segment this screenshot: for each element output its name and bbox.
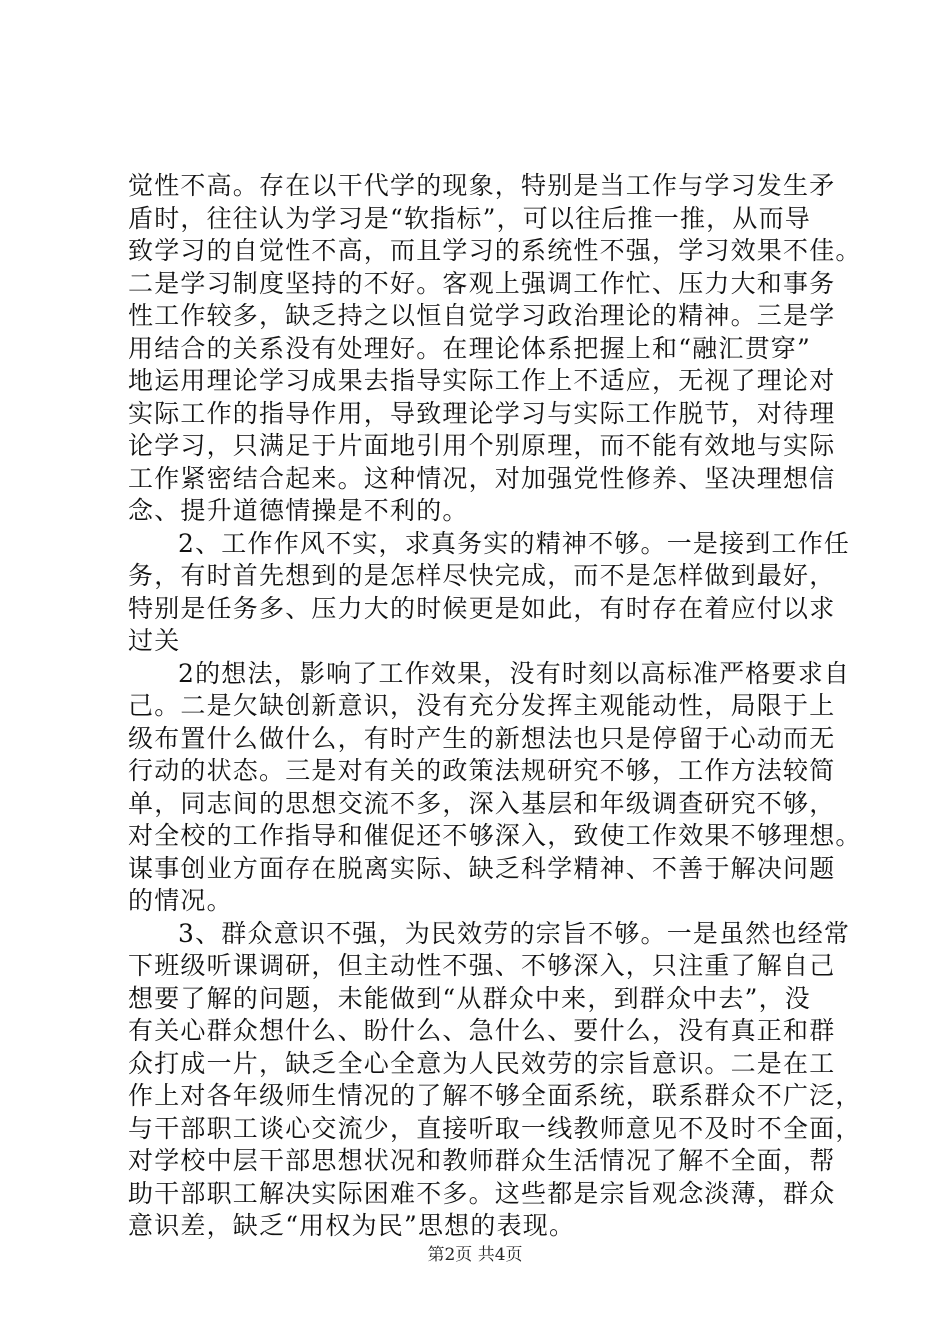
text-line: 地运用理论学习成果去指导实际工作上不适应，无视了理论对: [128, 366, 836, 395]
text-line: 念、提升道德情操是不利的。: [128, 496, 469, 525]
text-line: 行动的状态。三是对有关的政策法规研究不够，工作方法较简: [128, 756, 836, 785]
text-line: 己。二是欠缺创新意识，没有充分发挥主观能动性，局限于上: [128, 691, 836, 720]
text-line: 对学校中层干部思想状况和教师群众生活情况了解不全面，帮: [128, 1146, 836, 1175]
body-text: [128, 170, 862, 1243]
text-line: 级布置什么做什么，有时产生的新想法也只是停留于心动而无: [128, 723, 836, 753]
text-line: 想要了解的问题，未能做到“从群众中来，到群众中去”，没: [128, 983, 811, 1013]
text-line: 用结合的关系没有处理好。在理论体系把握上和“融汇贯穿”: [128, 333, 811, 363]
text-line: 觉性不高。存在以干代学的现象，特别是当工作与学习发生矛: [128, 171, 836, 200]
text-line: 谋事创业方面存在脱离实际、缺乏科学精神、不善于解决问题: [128, 853, 836, 883]
text-line: 致学习的自觉性不高，而且学习的系统性不强，学习效果不佳。: [128, 236, 862, 265]
text-line: 工作紧密结合起来。这种情况，对加强党性修养、坚决理想信: [128, 463, 836, 493]
text-line: 3、群众意识不强，为民效劳的宗旨不够。一是虽然也经常: [178, 918, 851, 948]
text-line: 2、工作作风不实，求真务实的精神不够。一是接到工作任: [178, 528, 851, 558]
text-line: 与干部职工谈心交流少，直接听取一线教师意见不及时不全面，: [128, 1113, 862, 1143]
text-line: 的情况。: [128, 886, 233, 915]
text-line: 众打成一片，缺乏全心全意为人民效劳的宗旨意识。二是在工: [128, 1048, 836, 1078]
text-line: 意识差，缺乏“用权为民”思想的表现。: [128, 1211, 576, 1240]
text-line: 下班级听课调研，但主动性不强、不够深入，只注重了解自己: [128, 951, 836, 980]
text-line: 2的想法，影响了工作效果，没有时刻以高标准严格要求自: [178, 658, 851, 688]
text-line: 性工作较多，缺乏持之以恒自觉学习政治理论的精神。三是学: [128, 301, 836, 330]
text-line: 盾时，往往认为学习是“软指标”，可以往后推一推，从而导: [128, 203, 811, 233]
text-line: 助干部职工解决实际困难不多。这些都是宗旨观念淡薄，群众: [128, 1178, 836, 1208]
text-line: 有关心群众想什么、盼什么、急什么、要什么，没有真正和群: [128, 1016, 836, 1045]
text-line: 作上对各年级师生情况的了解不够全面系统，联系群众不广泛，: [128, 1081, 862, 1110]
text-line: 论学习，只满足于片面地引用个别原理，而不能有效地与实际: [128, 431, 836, 460]
text-line: 单，同志间的思想交流不多，深入基层和年级调查研究不够，: [128, 788, 836, 818]
text-line: 二是学习制度坚持的不好。客观上强调工作忙、压力大和事务: [128, 268, 836, 298]
text-line: 务，有时首先想到的是怎样尽快完成，而不是怎样做到最好，: [128, 561, 836, 590]
text-line: 对全校的工作指导和催促还不够深入，致使工作效果不够理想。: [128, 821, 862, 850]
text-line: 过关: [128, 626, 181, 655]
text-line: 实际工作的指导作用，导致理论学习与实际工作脱节，对待理: [128, 398, 836, 428]
text-line: 特别是任务多、压力大的时候更是如此，有时存在着应付以求: [128, 593, 836, 623]
page-footer: 第2页 共4页: [427, 1245, 523, 1265]
